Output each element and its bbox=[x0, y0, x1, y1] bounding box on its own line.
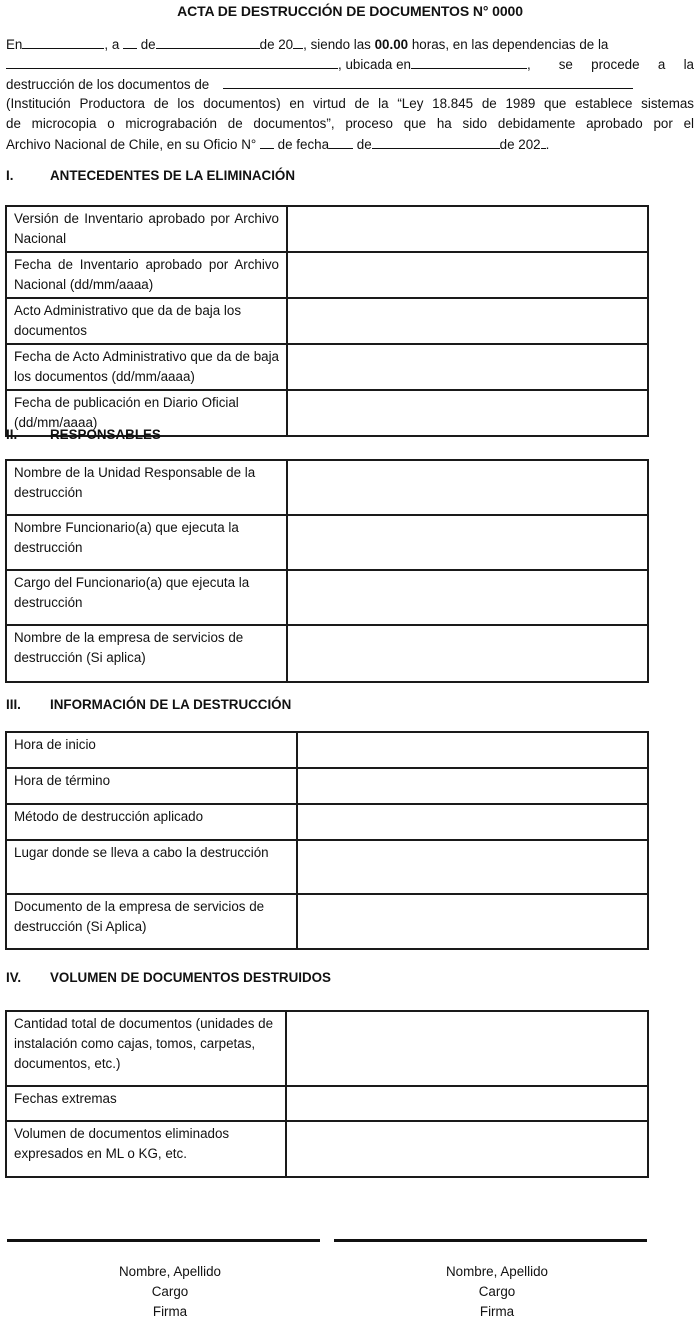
row-label: Nombre de la empresa de servicios de destrucción (Si aplica) bbox=[6, 625, 287, 682]
table-antecedentes bbox=[5, 205, 649, 437]
table-row bbox=[6, 206, 648, 252]
row-label: Fecha de Acto Administrativo que da de baja los documentos (dd/mm/aaaa) bbox=[6, 344, 287, 390]
document-title: ACTA DE DESTRUCCIÓN DE DOCUMENTOS N° 0000 bbox=[177, 3, 523, 19]
table-row bbox=[6, 344, 648, 390]
intro-text: , ubicada en bbox=[338, 57, 411, 72]
oficio-day-blank[interactable] bbox=[329, 134, 353, 149]
table-row bbox=[6, 768, 648, 804]
table-informacion bbox=[5, 731, 649, 950]
table-row bbox=[6, 1121, 648, 1177]
row-value-field[interactable] bbox=[287, 344, 648, 390]
month-blank[interactable] bbox=[156, 34, 260, 49]
intro-text: , bbox=[526, 57, 531, 72]
row-label: Hora de término bbox=[6, 768, 297, 804]
row-label: Versión de Inventario aprobado por Archivo Nacional bbox=[6, 206, 287, 252]
row-value-field[interactable] bbox=[287, 298, 648, 344]
intro-text: de 20 bbox=[259, 37, 294, 52]
intro-line-6 bbox=[6, 134, 694, 155]
intro-line-1 bbox=[6, 34, 694, 55]
table-row bbox=[6, 804, 648, 840]
table-row bbox=[6, 1011, 648, 1086]
row-value-field[interactable] bbox=[287, 252, 648, 298]
row-value-field[interactable] bbox=[286, 1086, 648, 1121]
signature-block-left bbox=[20, 1262, 320, 1322]
oficio-month-blank[interactable] bbox=[372, 134, 500, 149]
intro-text: horas, en las dependencias de la bbox=[408, 37, 609, 52]
intro-text: de 202 bbox=[499, 137, 541, 152]
location-blank[interactable] bbox=[411, 54, 527, 69]
table-row bbox=[6, 1086, 648, 1121]
row-value-field[interactable] bbox=[287, 206, 648, 252]
day-blank[interactable] bbox=[123, 34, 137, 49]
section-title: RESPONSABLES bbox=[50, 427, 161, 442]
section-number: I. bbox=[6, 168, 14, 183]
row-value-field[interactable] bbox=[297, 804, 648, 840]
row-value-field[interactable] bbox=[297, 894, 648, 949]
intro-text: de bbox=[137, 37, 156, 52]
signature-line-right[interactable] bbox=[334, 1239, 647, 1242]
year-blank[interactable] bbox=[293, 34, 303, 49]
section-heading-4 bbox=[6, 970, 331, 985]
intro-text: , a bbox=[104, 37, 123, 52]
intro-text: de bbox=[353, 137, 372, 152]
signature-label: Firma bbox=[152, 1304, 188, 1319]
intro-text: Archivo Nacional de Chile, en su Oficio N° bbox=[6, 137, 260, 152]
signature-name: Nombre, Apellido bbox=[446, 1264, 548, 1279]
hour-value: 00.00 bbox=[374, 37, 409, 52]
row-label: Documento de la empresa de servicios de destrucción (Si Aplica) bbox=[6, 894, 297, 949]
table-row bbox=[6, 460, 648, 515]
signature-name: Nombre, Apellido bbox=[119, 1264, 221, 1279]
row-label: Acto Administrativo que da de baja los documentos bbox=[6, 298, 287, 344]
intro-line-2 bbox=[6, 54, 694, 75]
row-label: Fechas extremas bbox=[6, 1086, 286, 1121]
intro-text: procede bbox=[591, 57, 640, 72]
signature-line-left[interactable] bbox=[7, 1239, 320, 1242]
section-number: III. bbox=[6, 697, 21, 712]
intro-text: , siendo las bbox=[303, 37, 375, 52]
dependency-blank[interactable] bbox=[6, 54, 338, 69]
row-value-field[interactable] bbox=[297, 840, 648, 894]
section-number: IV. bbox=[6, 970, 22, 985]
row-label: Volumen de documentos eliminados expresados en ML o KG, etc. bbox=[6, 1121, 286, 1177]
table-row bbox=[6, 298, 648, 344]
table-row bbox=[6, 732, 648, 768]
row-label: Nombre de la Unidad Responsable de la destrucción bbox=[6, 460, 287, 515]
signature-label: Firma bbox=[479, 1304, 515, 1319]
table-row bbox=[6, 252, 648, 298]
row-label: Hora de inicio bbox=[6, 732, 297, 768]
row-label: Nombre Funcionario(a) que ejecuta la destrucción bbox=[6, 515, 287, 570]
table-volumen bbox=[5, 1010, 649, 1178]
row-value-field[interactable] bbox=[286, 1011, 648, 1086]
section-heading-2 bbox=[6, 427, 161, 442]
row-value-field[interactable] bbox=[286, 1121, 648, 1177]
table-row bbox=[6, 894, 648, 949]
row-value-field[interactable] bbox=[297, 732, 648, 768]
row-value-field[interactable] bbox=[287, 390, 648, 436]
row-label: Cantidad total de documentos (unidades de instalación como cajas, tomos, carpetas, documentos, etc.) bbox=[6, 1011, 286, 1086]
place-blank[interactable] bbox=[22, 34, 104, 49]
intro-text: a bbox=[657, 57, 666, 72]
row-label: Fecha de publicación en Diario Oficial (dd/mm/aaaa) bbox=[6, 390, 287, 436]
intro-text: se bbox=[558, 57, 573, 72]
signature-position: Cargo bbox=[151, 1284, 189, 1299]
oficio-number-blank[interactable] bbox=[260, 134, 274, 149]
table-responsables bbox=[5, 459, 649, 683]
section-title: VOLUMEN DE DOCUMENTOS DESTRUIDOS bbox=[50, 970, 331, 985]
row-value-field[interactable] bbox=[287, 570, 648, 625]
table-row bbox=[6, 625, 648, 682]
section-title: ANTECEDENTES DE LA ELIMINACIÓN bbox=[50, 168, 296, 183]
row-value-field[interactable] bbox=[287, 460, 648, 515]
intro-text: destrucción de los documentos de bbox=[6, 77, 210, 92]
table-row bbox=[6, 570, 648, 625]
institution-blank[interactable] bbox=[223, 74, 633, 89]
row-label: Lugar donde se lleva a cabo la destrucción bbox=[6, 840, 297, 894]
table-row bbox=[6, 515, 648, 570]
signature-position: Cargo bbox=[478, 1284, 516, 1299]
section-number: II. bbox=[6, 427, 18, 442]
table-row bbox=[6, 840, 648, 894]
section-title: INFORMACIÓN DE LA DESTRUCCIÓN bbox=[50, 697, 292, 712]
intro-line-3 bbox=[6, 74, 694, 95]
section-heading-3 bbox=[6, 697, 291, 712]
intro-text: de fecha bbox=[273, 137, 330, 152]
signature-block-right bbox=[347, 1262, 647, 1322]
row-label: Método de destrucción aplicado bbox=[6, 804, 297, 840]
intro-text: la bbox=[683, 57, 694, 72]
row-value-field[interactable] bbox=[297, 768, 648, 804]
row-value-field[interactable] bbox=[287, 625, 648, 682]
intro-text: . bbox=[545, 137, 550, 152]
section-heading-1 bbox=[6, 168, 295, 183]
row-value-field[interactable] bbox=[287, 515, 648, 570]
row-label: Fecha de Inventario aprobado por Archivo Nacional (dd/mm/aaaa) bbox=[6, 252, 287, 298]
intro-line-5: de microcopia o micrograbación de documentos”, proceso que ha sido debidamente aprobado por el bbox=[6, 116, 694, 131]
intro-line-4: (Institución Productora de los documentos) en virtud de la “Ley 18.845 de 1989 que establece sistemas bbox=[6, 96, 694, 111]
intro-text: En bbox=[6, 37, 23, 52]
row-label: Cargo del Funcionario(a) que ejecuta la destrucción bbox=[6, 570, 287, 625]
